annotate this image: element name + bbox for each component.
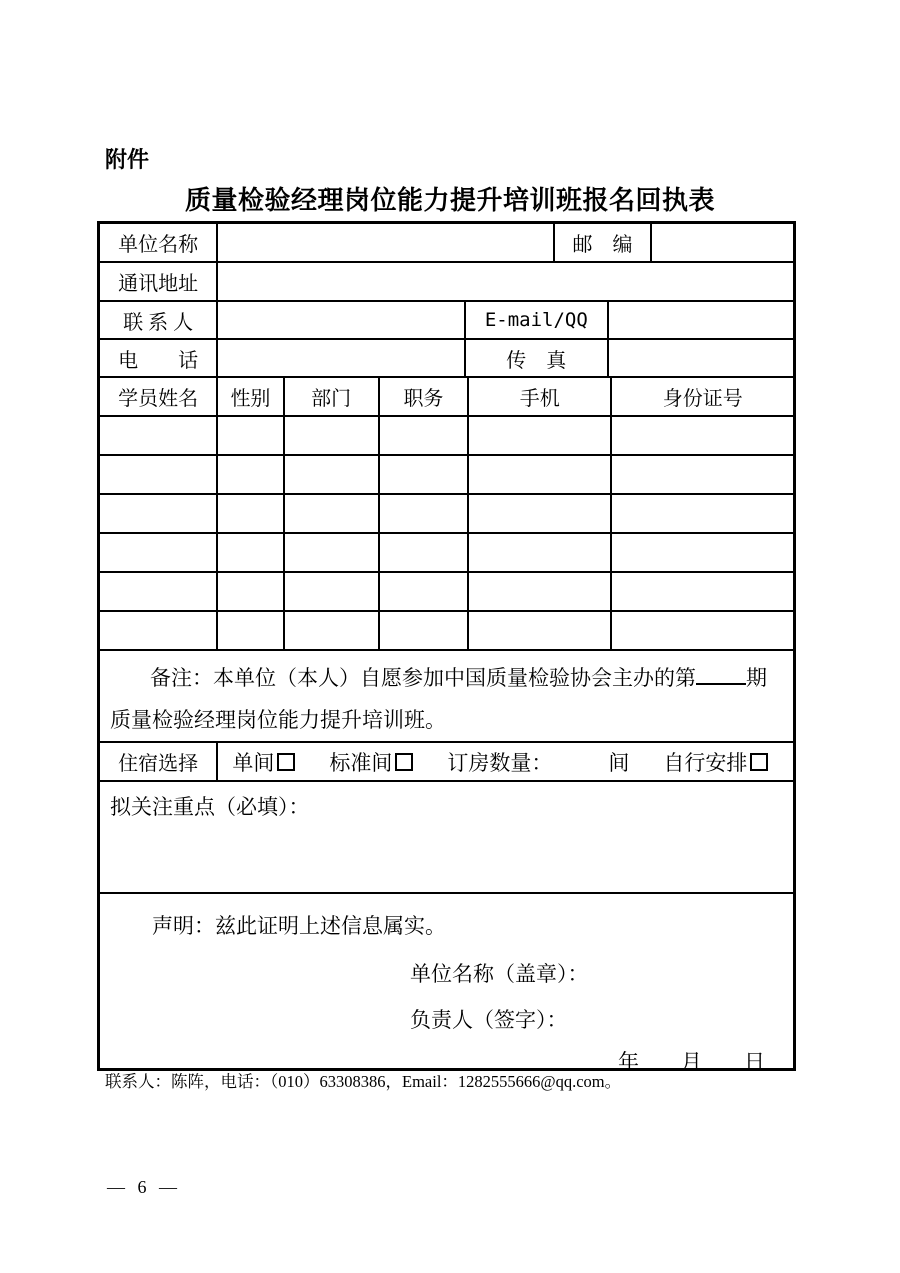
self-arrange-label: 自行安排 xyxy=(663,750,748,775)
student-cell[interactable] xyxy=(285,612,380,649)
single-room-label: 单间 xyxy=(232,750,275,775)
student-name-header: 学员姓名 xyxy=(100,378,218,415)
student-cell[interactable] xyxy=(285,495,380,532)
student-cell[interactable] xyxy=(612,534,793,571)
student-row xyxy=(100,612,793,651)
standard-room-option xyxy=(329,747,413,777)
student-cell[interactable] xyxy=(612,612,793,649)
unit-name-value[interactable] xyxy=(218,224,555,261)
address-row xyxy=(100,263,793,302)
footer-contact: 联系人：陈阵，电话：（010）63308386，Email：1282555666@qq.com。 xyxy=(105,1072,622,1091)
phone-value[interactable] xyxy=(218,340,466,376)
student-row xyxy=(100,456,793,495)
student-cell[interactable] xyxy=(380,417,469,454)
room-unit-label: 间 xyxy=(608,750,630,775)
registration-form-table xyxy=(97,221,796,1074)
remark-part2: 期质量检验经理岗位能力提升培训班。 xyxy=(110,666,767,732)
focus-label: 拟关注重点（必填）： xyxy=(110,795,310,819)
student-cell[interactable] xyxy=(218,417,284,454)
student-cell[interactable] xyxy=(100,417,218,454)
unit-name-label: 单位名称 xyxy=(100,224,218,261)
student-cell[interactable] xyxy=(469,612,612,649)
fax-label: 传 真 xyxy=(466,340,608,376)
signer-label: 负责人（签字）： xyxy=(410,1008,568,1032)
student-cell[interactable] xyxy=(218,495,284,532)
student-cell[interactable] xyxy=(612,573,793,610)
remark-row xyxy=(100,651,793,743)
unit-name-row xyxy=(100,224,793,263)
student-cell[interactable] xyxy=(380,534,469,571)
student-cell[interactable] xyxy=(285,456,380,493)
phone-label: 电 话 xyxy=(100,340,218,376)
self-arrange-checkbox[interactable] xyxy=(750,753,768,771)
student-row xyxy=(100,534,793,573)
declaration-statement: 声明：兹此证明上述信息属实。 xyxy=(152,914,446,938)
focus-row[interactable] xyxy=(100,782,793,894)
student-cell[interactable] xyxy=(469,495,612,532)
department-header: 部门 xyxy=(285,378,380,415)
student-cell[interactable] xyxy=(612,495,793,532)
email-qq-value[interactable] xyxy=(609,302,794,338)
student-cell[interactable] xyxy=(469,534,612,571)
position-header: 职务 xyxy=(380,378,469,415)
student-cell[interactable] xyxy=(218,534,284,571)
remark-text xyxy=(100,651,793,741)
student-cell[interactable] xyxy=(100,573,218,610)
student-row xyxy=(100,417,793,456)
standard-room-checkbox[interactable] xyxy=(395,753,413,771)
student-cell[interactable] xyxy=(285,534,380,571)
student-cell[interactable] xyxy=(469,456,612,493)
student-cell[interactable] xyxy=(218,456,284,493)
student-cell[interactable] xyxy=(469,573,612,610)
student-cell[interactable] xyxy=(380,456,469,493)
student-cell[interactable] xyxy=(380,573,469,610)
student-header-row xyxy=(100,378,793,417)
accommodation-row xyxy=(100,743,793,782)
page-title: 质量检验经理岗位能力提升培训班报名回执表 xyxy=(184,186,715,216)
company-seal-label: 单位名称（盖章）： xyxy=(410,962,589,986)
mobile-header: 手机 xyxy=(469,378,612,415)
page-number: — 6 — xyxy=(107,1177,181,1197)
student-cell[interactable] xyxy=(100,534,218,571)
postcode-label: 邮 编 xyxy=(555,224,651,261)
remark-part1: 备注：本单位（本人）自愿参加中国质量检验协会主办的第 xyxy=(150,666,696,690)
email-qq-label: E-mail/QQ xyxy=(466,302,608,338)
contact-value[interactable] xyxy=(218,302,466,338)
declaration-row xyxy=(100,910,793,1074)
postcode-value[interactable] xyxy=(652,224,793,261)
self-arrange-option xyxy=(663,747,768,777)
date-label: 年 月 日 xyxy=(618,1050,765,1074)
student-cell[interactable] xyxy=(380,612,469,649)
student-cell[interactable] xyxy=(285,573,380,610)
accommodation-options xyxy=(218,743,793,780)
gender-header: 性别 xyxy=(218,378,284,415)
address-value[interactable] xyxy=(218,263,793,300)
student-row xyxy=(100,573,793,612)
accommodation-label: 住宿选择 xyxy=(100,743,218,780)
attachment-label: 附件 xyxy=(105,148,150,173)
student-cell[interactable] xyxy=(218,573,284,610)
phone-row xyxy=(100,340,793,378)
address-label: 通讯地址 xyxy=(100,263,218,300)
id-number-header: 身份证号 xyxy=(662,388,743,410)
student-cell[interactable] xyxy=(612,417,793,454)
student-cell[interactable] xyxy=(612,456,793,493)
single-room-option xyxy=(232,747,295,777)
student-cell[interactable] xyxy=(100,456,218,493)
student-cell[interactable] xyxy=(218,612,284,649)
single-room-checkbox[interactable] xyxy=(277,753,295,771)
student-empty-rows xyxy=(100,417,793,651)
student-cell[interactable] xyxy=(469,417,612,454)
contact-row xyxy=(100,302,793,340)
student-cell[interactable] xyxy=(285,417,380,454)
student-cell[interactable] xyxy=(100,495,218,532)
session-number-blank[interactable] xyxy=(696,664,746,685)
booking-quantity-label: 订房数量： xyxy=(447,750,553,775)
standard-room-label: 标准间 xyxy=(329,750,393,775)
contact-label: 联 系 人 xyxy=(100,302,218,338)
student-cell[interactable] xyxy=(380,495,469,532)
student-cell[interactable] xyxy=(100,612,218,649)
fax-value[interactable] xyxy=(609,340,794,376)
student-row xyxy=(100,495,793,534)
